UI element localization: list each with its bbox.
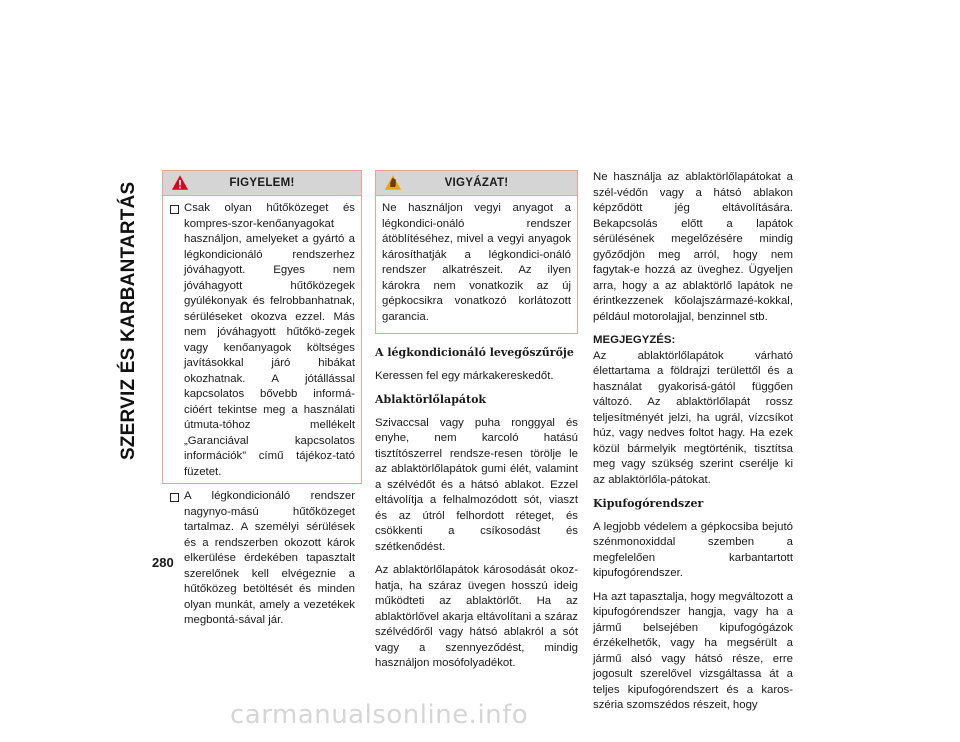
note-label: MEGJEGYZÉS: — [593, 334, 676, 346]
exhaust-paragraph-2: Ha azt tapasztalja, hogy megváltozott a kipufogórendszer hangja, vagy ha a jármű belsejében kipufogógázok érzékelhetők, vagy ha megsérült a jármű alsó vagy hátsó része, erre jogosult szerelővel vizsgáltassa át a teljes kipufogórendszert és a karos-széria szomszédos részeit, hogy — [593, 590, 793, 711]
caution-box-body — [376, 196, 577, 333]
heading-wipers: Ablaktörlőlapátok — [375, 393, 487, 406]
warning-item-text: Csak olyan hűtőközeget és kompres-szor-kenőanyagokat használjon, amelyeket a gyártó a légkondicionáló rendszerhez jóváhagyott. Egyes nem jóváhagyott hűtőközegek gyúlékonyak és felrobbanhatnak, sérüléseket okozva ezzel. Más nem jóváhagyott hűtőkö-zegek vagy kenőanyagok költséges javításokkal járó hibákat okozhatnak. A jótállással kapcsolatos bővebb informá-cióért tekintse meg a használati útmuta-tóhoz mellékelt „Garanciával kapcsolatos információk” című tájékoz-tató füzetet. — [184, 202, 355, 478]
heading-exhaust: Kipufogórendszer — [593, 497, 704, 510]
note-paragraph: Az ablaktörlőlapátok várható élettartama a földrajzi területtől és a használat gyakorisá-gától függően változó. Az ablaktörlőlapát rossz teljesítményét jelzi, ha ugrál, vízcsíkot húz, vagy nedves foltot hagy. Ha ezek közül bármelyik megtörténik, tisztítsa meg vagy szükség szerint cserélje ki az ablaktörlőla-pátokat. — [593, 349, 793, 486]
bullet-square-icon — [170, 493, 179, 502]
warning-item — [169, 489, 355, 629]
warning-box-title: FIGYELEM! — [229, 177, 295, 189]
bullet-square-icon — [170, 205, 179, 214]
chapter-side-title — [118, 160, 158, 460]
heading-ac-filter: A légkondicionáló levegőszűrője — [375, 346, 574, 359]
wipers-paragraph-3: Ne használja az ablaktörlőlapátokat a szél-védőn vagy a hátsó ablakon képződött jég eltávolítására. Bekapcsolás előtt a lapátok sérülésének megelőzésére mindig győződjön meg arról, hogy nem fagytak-e hozzá az üveghez. Ügyeljen arra, hogy a az ablaktörlő lapátok ne érintkezzenek kőolajszármazé-kokkal, például motorolajjal, benzinnel stb. — [593, 171, 793, 323]
column-middle — [375, 170, 578, 680]
warning-box-body — [163, 196, 361, 646]
warning-item-text: A légkondicionáló rendszer nagynyo-mású hűtőközeget tartalmaz. A személyi sérülések és a rendszerben okozott károk elkerülése érdekében tapasztalt szerelőnek kell elvégeznie a hűtőközeg betöltését és minden olyan munkát, amely a vezetékek megbontá-sával jár. — [184, 490, 355, 626]
caution-box — [375, 170, 578, 334]
caution-text: Ne használjon vegyi anyagot a légkondici-onáló rendszer átöblítéséhez, mivel a vegyi anyagok károsíthatják a légkondici-onáló rendszer alkatrészeit. Az ilyen károkra nem vonatkozik az új gépkocsikra vonatkozó korlátozott garancia. — [382, 202, 571, 323]
page-number: 280 — [152, 555, 174, 570]
caution-box-header — [376, 171, 577, 196]
wipers-paragraph-1: Szivaccsal vagy puha ronggyal és enyhe, nem karcoló hatású tisztítószerrel rendsze-resen törölje le az ablaktörlőlapátok gumi élét, valamint a szélvédőt és a hátsó ablakot. Ezzel eltávolítja a felhalmozódott sót, viaszt és az útról felhordott réteget, és csökkenti a csíkosodást és szétkenődést. — [375, 416, 578, 553]
footer-watermark: carmanualsonline.info — [230, 700, 529, 730]
caution-box-title: VIGYÁZAT! — [444, 177, 509, 189]
filter-paragraph: Keressen fel egy márkakereskedőt. — [375, 369, 554, 382]
warning-box-header — [163, 171, 361, 196]
warning-item — [169, 201, 355, 480]
column-right — [593, 170, 793, 722]
chapter-title-text: SZERVIZ ÉS KARBANTARTÁS — [118, 181, 139, 460]
wipers-paragraph-2: Az ablaktörlőlapátok károsodását okoz-hatja, ha száraz üvegen hosszú ideig működteti az ablaktörlőt. Ha az ablaktörlővel akarja eltávolítani a száraz szélvédőről vagy hátsó ablakról a sót vagy a szennyeződést, mindig használjon mosófolyadékot. — [375, 564, 578, 669]
exhaust-paragraph-1: A legjobb védelem a gépkocsiba bejutó szénmonoxiddal szemben a megfelelően karbantartott kipufogórendszer. — [593, 520, 793, 579]
